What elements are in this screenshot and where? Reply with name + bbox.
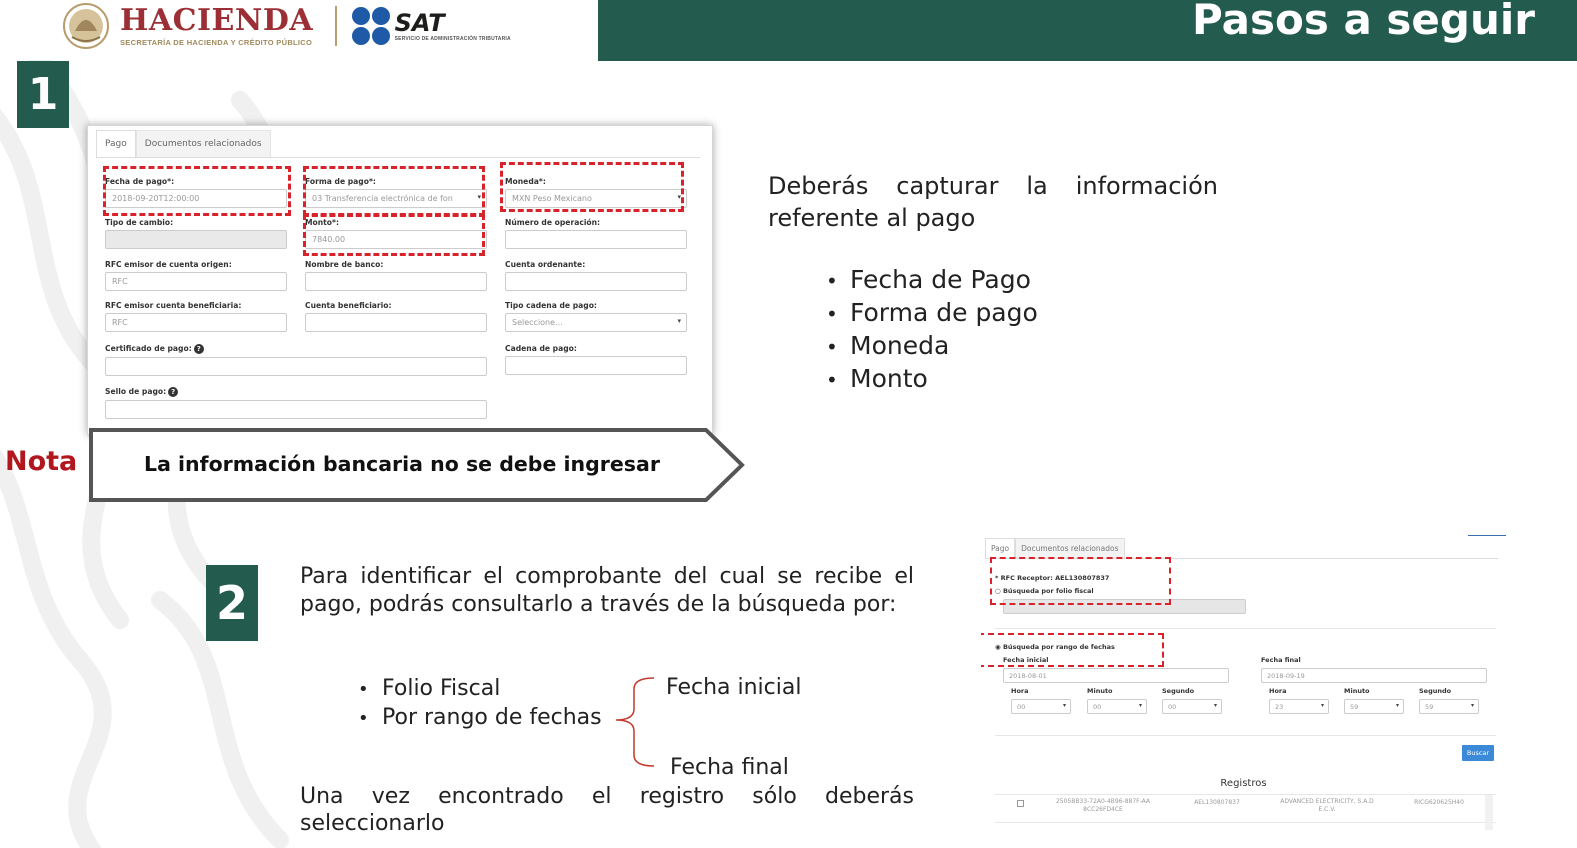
fecha-final-label: Fecha final bbox=[670, 755, 789, 780]
monto-input[interactable]: 7840.00 bbox=[305, 230, 487, 249]
forma-pago-select[interactable]: 03 Transferencia electrónica de fon ▾ bbox=[305, 189, 487, 208]
radio-folio-fiscal[interactable]: ○ Búsqueda por folio fiscal bbox=[995, 587, 1094, 595]
cuenta-beneficiario-label: Cuenta beneficiario: bbox=[305, 301, 392, 310]
rfc-origen-label: RFC emisor de cuenta origen: bbox=[105, 260, 232, 269]
search-form-screenshot bbox=[981, 535, 1506, 830]
hora-final-select[interactable]: 23 ▾ bbox=[1269, 699, 1329, 714]
hacienda-seal-icon bbox=[58, 1, 114, 51]
highlight-rango-fechas bbox=[981, 633, 1164, 667]
nota-text: La información bancaria no se debe ingresar bbox=[144, 452, 660, 476]
fecha-pago-input[interactable]: 2018-09-20T12:00:00 bbox=[105, 189, 287, 208]
sello-label bbox=[105, 387, 487, 397]
cadena-pago-label: Cadena de pago: bbox=[505, 344, 577, 353]
numero-operacion-input[interactable] bbox=[505, 230, 687, 249]
highlight-rfc-folio bbox=[990, 557, 1171, 605]
cuenta-beneficiario-input[interactable] bbox=[305, 313, 487, 332]
list-item: • Fecha de Pago bbox=[826, 264, 1038, 297]
highlight-moneda bbox=[500, 162, 684, 212]
radio-rango-fechas[interactable]: ◉ Búsqueda por rango de fechas bbox=[995, 643, 1115, 651]
cuenta-ordenante-label: Cuenta ordenante: bbox=[505, 260, 586, 269]
tab-pago[interactable]: Pago bbox=[985, 538, 1015, 558]
step-1-bullet-list bbox=[826, 264, 1038, 396]
tab-pago[interactable]: Pago bbox=[96, 130, 136, 158]
section-separator bbox=[995, 628, 1496, 629]
moneda-label: Moneda*: bbox=[505, 177, 546, 186]
row-rfc-2: RICG620625H40 bbox=[1414, 799, 1464, 806]
list-item: • Moneda bbox=[826, 330, 1038, 363]
tipo-cambio-field bbox=[105, 218, 287, 249]
header-logos bbox=[58, 0, 511, 52]
segundo-inicial-select[interactable]: 00 ▾ bbox=[1162, 699, 1222, 714]
fecha-inicial-field-label: Fecha inicial bbox=[1003, 656, 1049, 664]
highlight-monto bbox=[303, 214, 485, 256]
cuenta-ordenante-field bbox=[505, 260, 687, 291]
section-separator bbox=[995, 735, 1496, 736]
rfc-origen-input[interactable]: RFC bbox=[105, 272, 287, 291]
sello-field bbox=[105, 387, 487, 419]
fecha-inicial-input[interactable]: 2018-08-01 bbox=[1003, 668, 1229, 683]
tab-divider bbox=[96, 157, 700, 158]
tab-documentos-relacionados[interactable]: Documentos relacionados bbox=[136, 130, 271, 158]
row-separator bbox=[995, 822, 1496, 823]
radio-rango-label: Búsqueda por rango de fechas bbox=[1002, 643, 1115, 651]
step-1-badge: 1 bbox=[17, 61, 69, 128]
step-2-closing: Una vez encontrado el registro sólo deberás seleccionarlo bbox=[300, 784, 914, 836]
list-item: • Forma de pago bbox=[826, 297, 1038, 330]
cadena-pago-input[interactable] bbox=[505, 356, 687, 375]
cuenta-beneficiario-field bbox=[305, 301, 487, 332]
sat-logo-icon bbox=[351, 6, 391, 46]
nota-label: Nota bbox=[5, 446, 78, 477]
tipo-cadena-field bbox=[505, 301, 687, 332]
form-tabs bbox=[985, 538, 1125, 558]
rfc-beneficiaria-input[interactable]: RFC bbox=[105, 313, 287, 332]
hora-inicial-select[interactable]: 00 ▾ bbox=[1011, 699, 1071, 714]
payment-form-screenshot bbox=[87, 125, 713, 435]
numero-operacion-label: Número de operación: bbox=[505, 218, 601, 227]
cadena-pago-field bbox=[505, 344, 687, 375]
row-checkbox[interactable] bbox=[1017, 800, 1024, 807]
help-icon[interactable]: ? bbox=[168, 387, 178, 397]
minuto-inicial-select[interactable]: 00 ▾ bbox=[1087, 699, 1147, 714]
date-range-brace bbox=[612, 675, 662, 775]
buscar-button[interactable]: Buscar bbox=[1462, 745, 1494, 761]
table-scrollbar[interactable] bbox=[1485, 795, 1493, 830]
sello-input[interactable] bbox=[105, 400, 487, 419]
segundo-label: Segundo bbox=[1162, 687, 1195, 695]
sat-subtitle: SERVICIO DE ADMINISTRACIÓN TRIBUTARIA bbox=[394, 36, 511, 42]
nombre-banco-field bbox=[305, 260, 487, 291]
highlight-fecha-pago bbox=[103, 166, 291, 216]
minuto-label: Minuto bbox=[1344, 687, 1370, 695]
fecha-pago-label: Fecha de pago*: bbox=[105, 177, 175, 186]
logo-divider bbox=[335, 6, 337, 46]
monto-label: Monto*: bbox=[305, 218, 340, 227]
nombre-banco-label: Nombre de banco: bbox=[305, 260, 384, 269]
forma-pago-label: Forma de pago*: bbox=[305, 177, 376, 186]
step-2-badge: 2 bbox=[206, 565, 258, 641]
segundo-final-select[interactable]: 59 ▾ bbox=[1419, 699, 1479, 714]
certificado-input[interactable] bbox=[105, 357, 487, 376]
minuto-label: Minuto bbox=[1087, 687, 1113, 695]
table-header-line bbox=[995, 794, 1496, 795]
nombre-banco-input[interactable] bbox=[305, 272, 487, 291]
list-item: • Por rango de fechas bbox=[358, 704, 602, 733]
hacienda-subtitle: SECRETARÍA DE HACIENDA Y CRÉDITO PÚBLICO bbox=[120, 38, 313, 47]
hacienda-title: HACIENDA bbox=[120, 3, 314, 38]
page-title: Pasos a seguir bbox=[1192, 0, 1535, 44]
segundo-label: Segundo bbox=[1419, 687, 1452, 695]
minuto-final-select[interactable]: 59 ▾ bbox=[1344, 699, 1404, 714]
help-icon[interactable]: ? bbox=[194, 344, 204, 354]
fecha-final-field-label: Fecha final bbox=[1261, 656, 1301, 664]
row-nombre: ADVANCED ELECTRICITY, S.A.D E.C.V. bbox=[1280, 798, 1374, 813]
list-item: • Monto bbox=[826, 363, 1038, 396]
certificado-field bbox=[105, 344, 487, 376]
numero-operacion-field bbox=[505, 218, 687, 249]
step-2-description: Para identificar el comprobante del cual se recibe el pago, podrás consultarlo a través de la búsqueda por: bbox=[300, 564, 914, 617]
highlight-forma-pago bbox=[303, 166, 485, 216]
certificado-label bbox=[105, 344, 487, 354]
sello-label-text: Sello de pago: bbox=[105, 387, 167, 396]
tab-documentos-relacionados[interactable]: Documentos relacionados bbox=[1015, 538, 1124, 558]
tipo-cadena-select[interactable]: Seleccione... ▾ bbox=[505, 313, 687, 332]
cuenta-ordenante-input[interactable] bbox=[505, 272, 687, 291]
rfc-origen-field bbox=[105, 260, 287, 291]
form-tabs bbox=[96, 130, 271, 158]
moneda-select[interactable]: MXN Peso Mexicano ▾ bbox=[505, 189, 687, 208]
fecha-final-input[interactable]: 2018-09-19 bbox=[1261, 668, 1487, 683]
tipo-cadena-label: Tipo cadena de pago: bbox=[505, 301, 597, 310]
rfc-beneficiaria-label: RFC emisor cuenta beneficiaria: bbox=[105, 301, 242, 310]
tipo-cambio-input[interactable] bbox=[105, 230, 287, 249]
sat-title: SAT bbox=[394, 9, 445, 37]
row-folio: 2505BB33-72A0-4B96-887F-AA 8CC26FD4CE bbox=[1055, 798, 1151, 813]
fecha-inicial-label: Fecha inicial bbox=[666, 675, 802, 700]
top-accent-line bbox=[1468, 535, 1506, 536]
tipo-cambio-label: Tipo de cambio: bbox=[105, 218, 174, 227]
row-rfc: AEL130807837 bbox=[1194, 799, 1240, 806]
step-2-bullet-list bbox=[358, 675, 602, 733]
step-1-description: Deberás capturar la información referente al pago bbox=[768, 172, 1218, 232]
registros-title: Registros bbox=[1220, 778, 1267, 789]
rfc-receptor: * RFC Receptor: AEL130807837 bbox=[995, 574, 1110, 582]
rfc-beneficiaria-field bbox=[105, 301, 287, 332]
list-item: • Folio Fiscal bbox=[358, 675, 602, 704]
hora-label: Hora bbox=[1269, 687, 1287, 695]
radio-folio-label: Búsqueda por folio fiscal bbox=[1002, 587, 1094, 595]
hora-label: Hora bbox=[1011, 687, 1029, 695]
certificado-label-text: Certificado de pago: bbox=[105, 344, 192, 353]
header-band bbox=[598, 0, 1577, 61]
